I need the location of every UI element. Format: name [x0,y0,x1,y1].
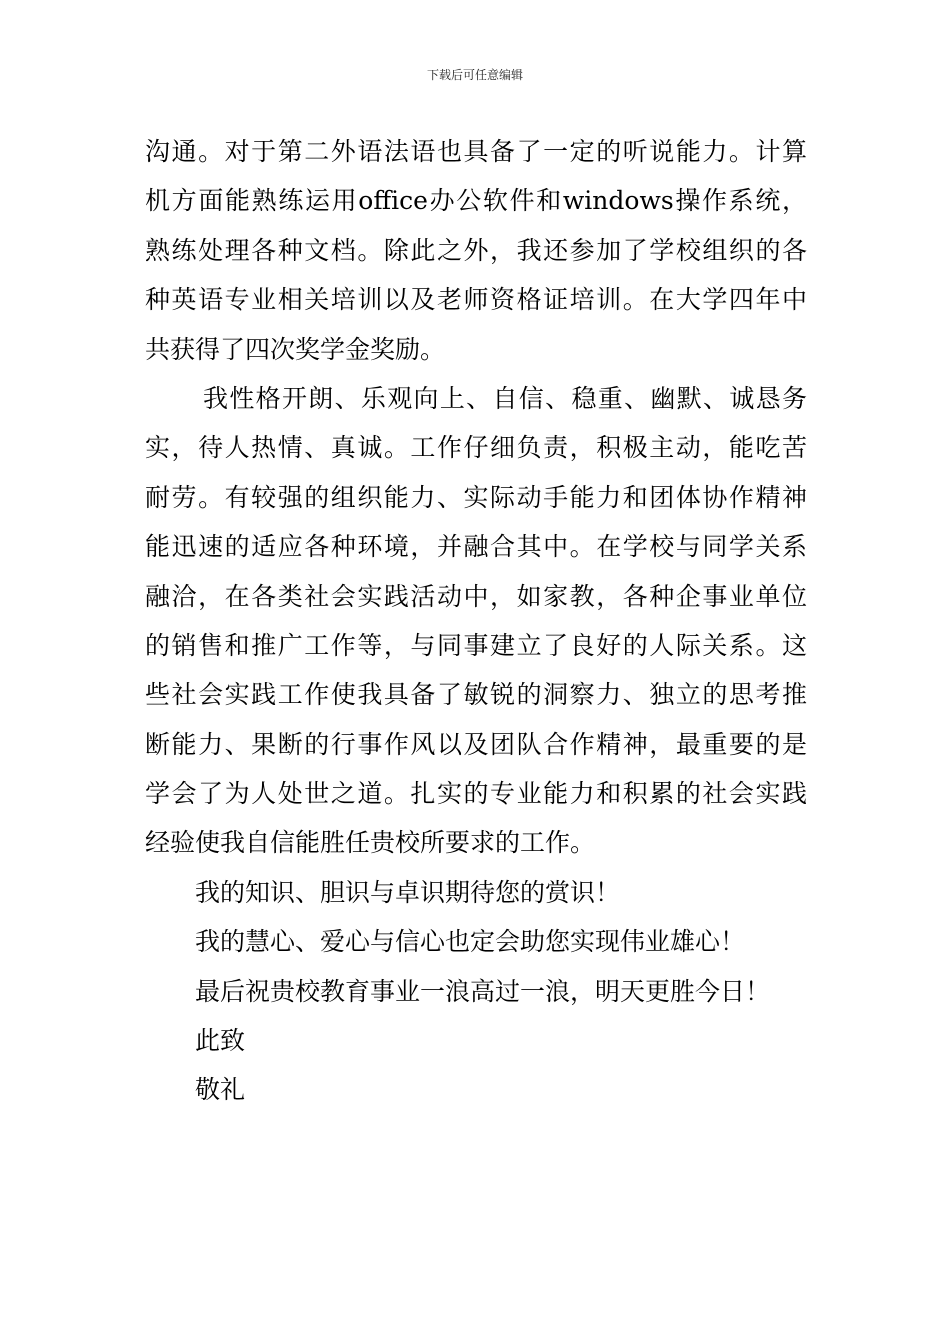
text-line: 学会了为人处世之道。扎实的专业能力和积累的社会实践 [145,779,807,809]
text-line: 熟练处理各种文档。除此之外，我还参加了学校组织的各 [145,235,807,265]
closing-line: 最后祝贵校教育事业一浪高过一浪，明天更胜今日！ [195,976,771,1006]
salutation-line: 此致 [195,1026,246,1056]
text-line: 种英语专业相关培训以及老师资格证培训。在大学四年中 [145,285,807,315]
text-line: 耐劳。有较强的组织能力、实际动手能力和团体协作精神 [145,482,807,512]
text-line: 能迅速的适应各种环境，并融合其中。在学校与同学关系 [145,532,807,562]
text-line: 断能力、果断的行事作风以及团队合作精神，最重要的是 [145,729,807,759]
text-line: 我性格开朗、乐观向上、自信、稳重、幽默、诚恳务 [203,383,807,413]
text-line: 经验使我自信能胜任贵校所要求的工作。 [145,828,596,858]
text-line: 机方面能熟练运用office办公软件和windows操作系统， [145,186,807,216]
text-line: 融洽，在各类社会实践活动中，如家教，各种企事业单位 [145,581,807,611]
closing-line: 我的慧心、爱心与信心也定会助您实现伟业雄心！ [195,927,746,957]
text-line: 实，待人热情、真诚。工作仔细负责，积极主动，能吃苦 [145,433,807,463]
closing-line: 我的知识、胆识与卓识期待您的赏识！ [195,877,621,907]
text-line: 共获得了四次奖学金奖励。 [145,334,446,364]
text-line: 沟通。对于第二外语法语也具备了一定的听说能力。计算 [145,137,807,166]
closing-section [145,868,807,1115]
text-line: 的销售和推广工作等，与同事建立了良好的人际关系。这 [145,630,807,660]
paragraph-personality [145,374,807,868]
page-header: 下载后可任意编辑 [426,68,523,82]
text-line: 些社会实践工作使我具备了敏锐的洞察力、独立的思考推 [145,680,807,710]
paragraph-skills [145,127,807,374]
letter-body [145,127,807,1115]
salutation-line: 敬礼 [195,1075,246,1105]
